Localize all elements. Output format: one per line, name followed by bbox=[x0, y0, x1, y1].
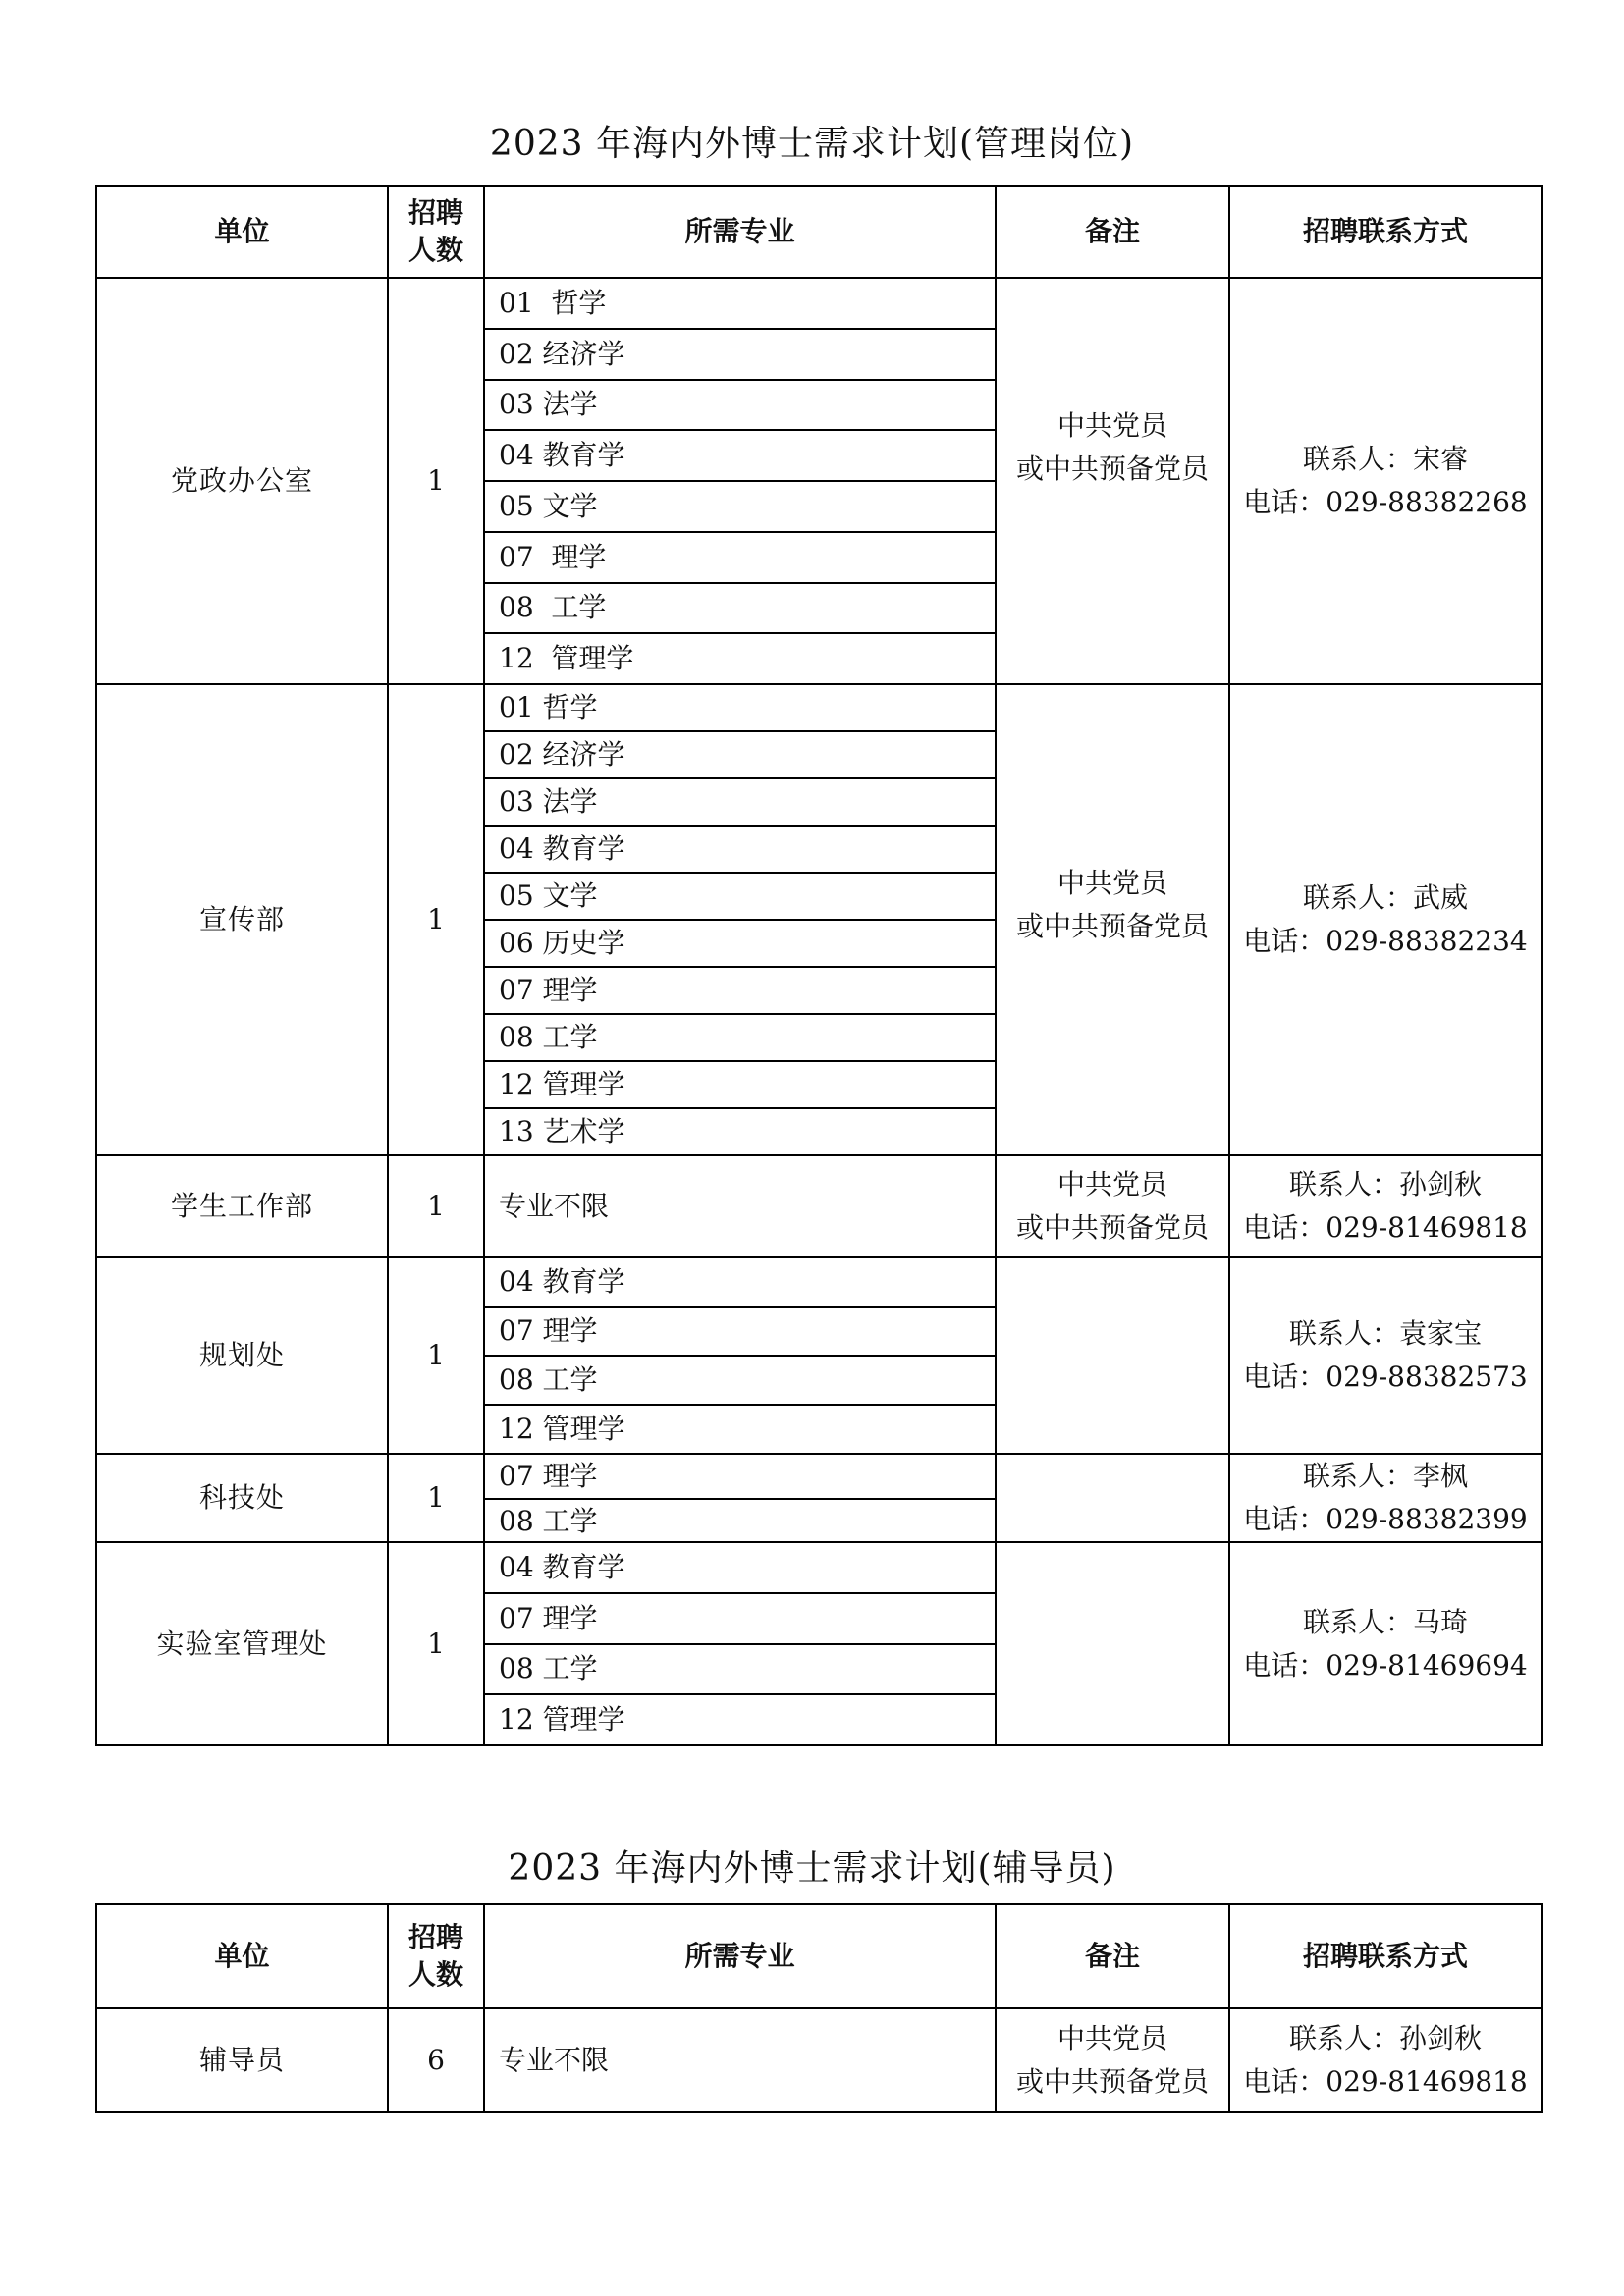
contact-phone: 电话：029-81469818 bbox=[1243, 1211, 1528, 1244]
majors-cell bbox=[484, 1454, 996, 1542]
majors-cell bbox=[484, 1257, 996, 1454]
major-item: 05 文学 bbox=[485, 872, 995, 919]
management-plan-table bbox=[95, 185, 1543, 1746]
unit-cell: 辅导员 bbox=[96, 2008, 388, 2112]
table-row bbox=[96, 684, 1542, 1155]
contact-person: 联系人：宋睿 bbox=[1302, 443, 1468, 475]
table-row bbox=[96, 1155, 1542, 1257]
header-contact: 招聘联系方式 bbox=[1229, 186, 1542, 278]
remark-cell bbox=[996, 1155, 1229, 1257]
count-cell: 1 bbox=[388, 684, 484, 1155]
contact-cell bbox=[1229, 1257, 1542, 1454]
header-majors: 所需专业 bbox=[484, 1904, 996, 2008]
remark-line2: 或中共预备党员 bbox=[1015, 453, 1209, 485]
header-count-line2: 人数 bbox=[407, 234, 463, 266]
contact-person: 联系人：袁家宝 bbox=[1288, 1317, 1482, 1350]
header-count bbox=[388, 186, 484, 278]
major-item: 12 管理学 bbox=[485, 1060, 995, 1107]
contact-phone: 电话：029-88382268 bbox=[1243, 486, 1528, 518]
remark-line2: 或中共预备党员 bbox=[1015, 1211, 1209, 1244]
major-item: 13 艺术学 bbox=[485, 1107, 995, 1154]
major-item: 08 工学 bbox=[485, 1498, 995, 1543]
header-count-line2: 人数 bbox=[407, 1958, 463, 1991]
counselor-plan-table bbox=[95, 1903, 1543, 2113]
unit-cell: 党政办公室 bbox=[96, 278, 388, 684]
major-item: 04 教育学 bbox=[499, 1550, 625, 1583]
table-row bbox=[96, 1542, 1542, 1745]
remark-line1: 中共党员 bbox=[1056, 409, 1167, 442]
table-row bbox=[96, 2008, 1542, 2112]
count-cell: 1 bbox=[388, 278, 484, 684]
contact-phone: 电话：029-81469818 bbox=[1243, 2065, 1528, 2098]
majors-cell: 专业不限 bbox=[484, 2008, 996, 2112]
contact-person: 联系人：武威 bbox=[1302, 881, 1468, 914]
major-item: 12 管理学 bbox=[485, 632, 995, 683]
remark-cell bbox=[996, 684, 1229, 1155]
unit-cell: 规划处 bbox=[96, 1257, 388, 1454]
remark-cell bbox=[996, 1542, 1229, 1745]
header-remark: 备注 bbox=[996, 1904, 1229, 2008]
count-cell: 1 bbox=[388, 1454, 484, 1542]
major-item: 08 工学 bbox=[485, 1013, 995, 1060]
major-item: 03 法学 bbox=[485, 777, 995, 825]
table-row bbox=[96, 1454, 1542, 1542]
major-item: 06 历史学 bbox=[485, 919, 995, 966]
header-count-line1: 招聘 bbox=[407, 196, 463, 229]
count-cell: 1 bbox=[388, 1257, 484, 1454]
contact-phone: 电话：029-88382234 bbox=[1243, 925, 1528, 957]
major-item: 12 管理学 bbox=[485, 1693, 995, 1744]
header-unit: 单位 bbox=[96, 1904, 388, 2008]
major-item: 08 工学 bbox=[485, 1355, 995, 1404]
remark-cell bbox=[996, 278, 1229, 684]
table-header-row bbox=[96, 186, 1542, 278]
major-item: 12 管理学 bbox=[485, 1404, 995, 1453]
major-item: 08 工学 bbox=[485, 582, 995, 633]
contact-person: 联系人：孙剑秋 bbox=[1288, 1168, 1482, 1201]
page-title: 2023 年海内外博士需求计划(管理岗位) bbox=[489, 124, 1135, 164]
major-item: 04 教育学 bbox=[485, 825, 995, 872]
remark-cell bbox=[996, 2008, 1229, 2112]
header-count-line1: 招聘 bbox=[407, 1921, 463, 1953]
remark-line1: 中共党员 bbox=[1056, 1168, 1167, 1201]
unit-cell: 科技处 bbox=[96, 1454, 388, 1542]
contact-cell bbox=[1229, 684, 1542, 1155]
major-item: 08 工学 bbox=[485, 1643, 995, 1694]
contact-person: 联系人：马琦 bbox=[1302, 1605, 1468, 1638]
section-title: 2023 年海内外博士需求计划(辅导员) bbox=[508, 1848, 1116, 1889]
majors-cell bbox=[484, 684, 996, 1155]
remark-line2: 或中共预备党员 bbox=[1015, 2065, 1209, 2098]
remark-cell bbox=[996, 1257, 1229, 1454]
count-cell: 6 bbox=[388, 2008, 484, 2112]
count-cell: 1 bbox=[388, 1155, 484, 1257]
unit-cell: 宣传部 bbox=[96, 684, 388, 1155]
major-item: 07 理学 bbox=[485, 966, 995, 1013]
remark-line1: 中共党员 bbox=[1056, 867, 1167, 899]
major-item: 02 经济学 bbox=[485, 730, 995, 777]
contact-cell bbox=[1229, 1454, 1542, 1542]
majors-cell bbox=[484, 278, 996, 684]
major-item: 04 教育学 bbox=[485, 429, 995, 480]
remark-cell bbox=[996, 1454, 1229, 1542]
major-item: 07 理学 bbox=[485, 531, 995, 582]
remark-line2: 或中共预备党员 bbox=[1015, 910, 1209, 942]
remark-line1: 中共党员 bbox=[1056, 2022, 1167, 2055]
contact-cell bbox=[1229, 278, 1542, 684]
header-unit: 单位 bbox=[96, 186, 388, 278]
major-item: 01 哲学 bbox=[499, 691, 598, 723]
major-item: 02 经济学 bbox=[485, 328, 995, 379]
contact-cell bbox=[1229, 1542, 1542, 1745]
count-cell: 1 bbox=[388, 1542, 484, 1745]
contact-phone: 电话：029-88382399 bbox=[1243, 1503, 1528, 1535]
major-item: 01 哲学 bbox=[499, 286, 607, 319]
unit-cell: 实验室管理处 bbox=[96, 1542, 388, 1745]
contact-cell bbox=[1229, 2008, 1542, 2112]
major-item: 07 理学 bbox=[499, 1460, 598, 1492]
header-contact: 招聘联系方式 bbox=[1229, 1904, 1542, 2008]
major-item: 07 理学 bbox=[485, 1592, 995, 1643]
contact-phone: 电话：029-81469694 bbox=[1243, 1648, 1528, 1682]
majors-cell: 专业不限 bbox=[484, 1155, 996, 1257]
major-item: 07 理学 bbox=[485, 1306, 995, 1355]
header-count bbox=[388, 1904, 484, 2008]
table-row bbox=[96, 1257, 1542, 1454]
header-majors: 所需专业 bbox=[484, 186, 996, 278]
contact-person: 联系人：孙剑秋 bbox=[1288, 2022, 1482, 2055]
header-remark: 备注 bbox=[996, 186, 1229, 278]
contact-phone: 电话：029-88382573 bbox=[1243, 1361, 1528, 1393]
unit-cell: 学生工作部 bbox=[96, 1155, 388, 1257]
table-row bbox=[96, 278, 1542, 684]
major-item: 05 文学 bbox=[485, 480, 995, 531]
majors-cell bbox=[484, 1542, 996, 1745]
major-item: 03 法学 bbox=[485, 379, 995, 430]
contact-person: 联系人：李枫 bbox=[1302, 1460, 1468, 1492]
contact-cell bbox=[1229, 1155, 1542, 1257]
major-item: 04 教育学 bbox=[499, 1265, 625, 1298]
table-header-row bbox=[96, 1904, 1542, 2008]
